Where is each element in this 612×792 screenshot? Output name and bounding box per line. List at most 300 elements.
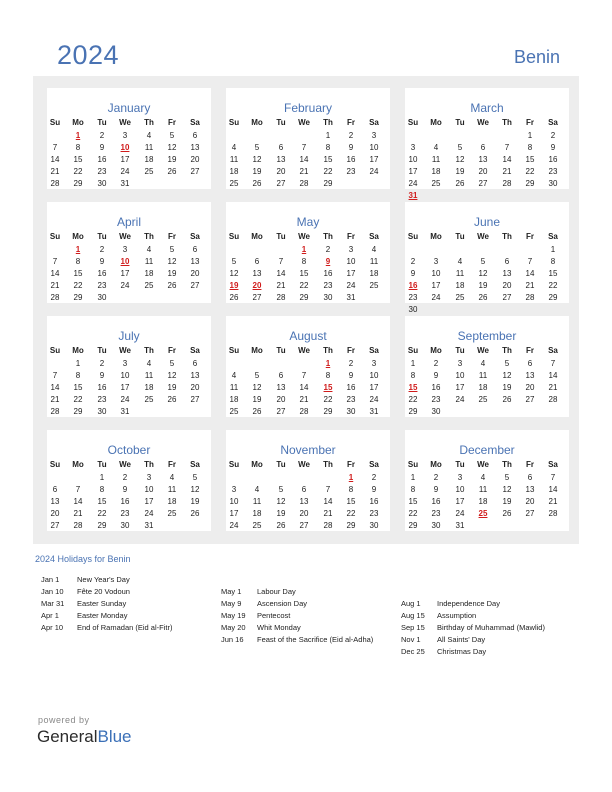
day-cell: 21: [525, 281, 535, 290]
day-cell: 1: [99, 473, 105, 482]
day-cell: 2: [99, 359, 105, 368]
holiday-day: 10: [120, 143, 130, 152]
day-cell: 16: [97, 269, 107, 278]
weekday-label: Th: [323, 232, 333, 241]
day-cell: 8: [410, 485, 416, 494]
holiday-day: 1: [75, 245, 81, 254]
weekday-label: Mo: [251, 118, 263, 127]
holiday-date: May 1: [221, 587, 242, 596]
day-cell: 30: [548, 179, 558, 188]
day-cell: 25: [144, 395, 154, 404]
day-cell: 31: [369, 407, 379, 416]
day-cell: 27: [525, 509, 535, 518]
brand-blue: Blue: [97, 727, 132, 746]
weekday-label: We: [298, 346, 310, 355]
holiday-day: 1: [75, 131, 81, 140]
day-cell: 26: [502, 509, 512, 518]
day-cell: 26: [502, 395, 512, 404]
day-cell: 18: [478, 497, 488, 506]
day-cell: 19: [252, 167, 262, 176]
day-cell: 19: [167, 383, 177, 392]
day-cell: 15: [299, 269, 309, 278]
day-cell: 16: [548, 155, 558, 164]
day-cell: 3: [371, 131, 377, 140]
weekday-label: Th: [323, 346, 333, 355]
weekday-label: Th: [144, 118, 154, 127]
weekday-label: Fr: [168, 118, 176, 127]
day-cell: 20: [525, 383, 535, 392]
holiday-day: 15: [408, 383, 418, 392]
day-cell: 25: [455, 293, 465, 302]
holiday-date: Aug 15: [401, 611, 425, 620]
day-cell: 29: [299, 293, 309, 302]
day-cell: 30: [346, 407, 356, 416]
day-cell: 23: [323, 281, 333, 290]
day-cell: 18: [252, 509, 262, 518]
month-name: November: [280, 443, 336, 457]
weekday-label: Th: [144, 460, 154, 469]
holiday-column: [221, 587, 396, 647]
day-cell: 19: [276, 509, 286, 518]
day-cell: 17: [431, 281, 441, 290]
day-cell: 9: [550, 143, 556, 152]
day-cell: 10: [431, 269, 441, 278]
day-cell: 25: [229, 179, 239, 188]
day-cell: 9: [433, 371, 439, 380]
day-cell: 21: [50, 395, 60, 404]
day-cell: 20: [50, 509, 60, 518]
day-cell: 14: [548, 485, 558, 494]
holiday-name: Easter Monday: [77, 611, 128, 620]
weekday-label: Su: [407, 460, 419, 469]
day-cell: 24: [120, 167, 130, 176]
weekday-label: Th: [323, 460, 333, 469]
day-cell: 26: [478, 293, 488, 302]
weekday-label: Fr: [347, 346, 355, 355]
month-may: [226, 202, 390, 303]
holiday-date: Jun 16: [221, 635, 244, 644]
holidays-title: 2024 Holidays for Benin: [35, 554, 131, 564]
weekday-label: Su: [228, 232, 240, 241]
day-cell: 7: [301, 143, 307, 152]
day-cell: 14: [50, 383, 60, 392]
day-cell: 23: [97, 281, 107, 290]
holiday-name: Feast of the Sacrifice (Eid al-Adha): [257, 635, 374, 644]
day-cell: 14: [50, 155, 60, 164]
weekday-label: Mo: [430, 346, 442, 355]
day-cell: 21: [299, 167, 309, 176]
day-cell: 16: [346, 155, 356, 164]
day-cell: 22: [346, 509, 356, 518]
day-cell: 23: [120, 509, 130, 518]
day-cell: 26: [167, 167, 177, 176]
day-cell: 7: [52, 371, 58, 380]
month-name: May: [296, 215, 320, 229]
day-cell: 11: [478, 371, 488, 380]
day-cell: 21: [299, 395, 309, 404]
day-cell: 13: [502, 269, 512, 278]
day-cell: 25: [369, 281, 379, 290]
day-cell: 17: [229, 509, 239, 518]
day-cell: 25: [478, 395, 488, 404]
day-cell: 18: [167, 497, 177, 506]
month-june: [405, 202, 569, 314]
day-cell: 7: [52, 143, 58, 152]
day-cell: 3: [122, 131, 128, 140]
weekday-label: Tu: [276, 460, 286, 469]
weekday-label: Tu: [455, 346, 465, 355]
day-cell: 8: [348, 485, 354, 494]
day-cell: 6: [301, 485, 307, 494]
weekday-label: Su: [49, 460, 61, 469]
day-cell: 22: [323, 395, 333, 404]
day-cell: 20: [190, 269, 200, 278]
day-cell: 18: [229, 395, 239, 404]
day-cell: 22: [299, 281, 309, 290]
day-cell: 29: [73, 179, 83, 188]
day-cell: 25: [229, 407, 239, 416]
day-cell: 15: [97, 497, 107, 506]
day-cell: 14: [548, 371, 558, 380]
weekday-label: Fr: [347, 232, 355, 241]
day-cell: 16: [369, 497, 379, 506]
weekday-label: Tu: [276, 232, 286, 241]
weekday-label: Sa: [369, 118, 379, 127]
weekday-label: Tu: [455, 118, 465, 127]
holiday-row: [401, 635, 576, 647]
day-cell: 24: [408, 179, 418, 188]
day-cell: 12: [502, 371, 512, 380]
weekday-label: Mo: [430, 460, 442, 469]
day-cell: 17: [346, 269, 356, 278]
day-cell: 3: [122, 245, 128, 254]
day-cell: 4: [433, 143, 439, 152]
month-february: [226, 88, 390, 189]
day-cell: 22: [97, 509, 107, 518]
day-cell: 10: [369, 143, 379, 152]
month-name: August: [289, 329, 327, 343]
day-cell: 13: [190, 143, 200, 152]
day-cell: 18: [229, 167, 239, 176]
day-cell: 6: [192, 245, 198, 254]
day-cell: 5: [254, 371, 260, 380]
weekday-label: We: [298, 460, 310, 469]
day-cell: 28: [548, 509, 558, 518]
day-cell: 5: [169, 131, 175, 140]
day-cell: 29: [408, 521, 418, 530]
weekday-label: Su: [228, 118, 240, 127]
day-cell: 22: [408, 509, 418, 518]
weekday-label: Mo: [251, 346, 263, 355]
weekday-label: We: [477, 460, 489, 469]
day-cell: 11: [455, 269, 465, 278]
month-january: [47, 88, 211, 189]
day-cell: 28: [50, 293, 60, 302]
powered-by-text: powered by: [38, 715, 90, 725]
day-cell: 10: [229, 497, 239, 506]
weekday-label: Fr: [168, 460, 176, 469]
holiday-row: [221, 599, 396, 611]
holiday-row: [401, 623, 576, 635]
weekday-label: Tu: [97, 346, 107, 355]
weekday-label: Su: [407, 118, 419, 127]
weekday-label: We: [119, 232, 131, 241]
day-cell: 10: [408, 155, 418, 164]
day-cell: 20: [502, 281, 512, 290]
day-cell: 10: [369, 371, 379, 380]
weekday-label: Su: [49, 346, 61, 355]
weekday-label: Th: [502, 460, 512, 469]
day-cell: 26: [167, 281, 177, 290]
day-cell: 4: [371, 245, 377, 254]
day-cell: 16: [431, 383, 441, 392]
day-cell: 13: [276, 155, 286, 164]
holiday-name: Christmas Day: [437, 647, 487, 656]
holiday-row: [221, 587, 396, 599]
day-cell: 17: [144, 497, 154, 506]
day-cell: 17: [120, 155, 130, 164]
day-cell: 20: [276, 167, 286, 176]
day-cell: 2: [99, 131, 105, 140]
day-cell: 11: [144, 371, 154, 380]
day-cell: 16: [97, 383, 107, 392]
day-cell: 14: [73, 497, 83, 506]
day-cell: 12: [252, 383, 262, 392]
weekday-label: Th: [502, 118, 512, 127]
day-cell: 14: [502, 155, 512, 164]
holiday-name: Assumption: [437, 611, 477, 620]
day-cell: 28: [276, 293, 286, 302]
day-cell: 1: [527, 131, 533, 140]
day-cell: 28: [73, 521, 83, 530]
day-cell: 2: [348, 131, 354, 140]
weekday-label: Sa: [548, 346, 558, 355]
day-cell: 17: [369, 155, 379, 164]
day-cell: 15: [346, 497, 356, 506]
day-cell: 20: [190, 155, 200, 164]
day-cell: 18: [144, 383, 154, 392]
day-cell: 31: [120, 179, 130, 188]
day-cell: 3: [457, 359, 463, 368]
day-cell: 12: [167, 257, 177, 266]
weekday-label: Sa: [548, 232, 558, 241]
day-cell: 16: [97, 155, 107, 164]
day-cell: 3: [122, 359, 128, 368]
holiday-date: Apr 1: [41, 611, 59, 620]
day-cell: 17: [455, 497, 465, 506]
holiday-date: Nov 1: [401, 635, 421, 644]
day-cell: 11: [252, 497, 262, 506]
day-cell: 6: [278, 371, 284, 380]
day-cell: 6: [254, 257, 260, 266]
day-cell: 25: [252, 521, 262, 530]
month-name: March: [470, 101, 504, 115]
holiday-name: Fête 20 Vodoun: [77, 587, 130, 596]
holiday-row: [41, 611, 216, 623]
day-cell: 30: [369, 521, 379, 530]
weekday-label: Th: [502, 232, 512, 241]
day-cell: 17: [455, 383, 465, 392]
day-cell: 5: [480, 257, 486, 266]
day-cell: 4: [146, 131, 152, 140]
weekday-label: Th: [502, 346, 512, 355]
day-cell: 13: [252, 269, 262, 278]
day-cell: 2: [550, 131, 556, 140]
month-october: [47, 430, 211, 531]
day-cell: 29: [97, 521, 107, 530]
holiday-date: May 20: [221, 623, 246, 632]
day-cell: 23: [548, 167, 558, 176]
day-cell: 8: [550, 257, 556, 266]
day-cell: 21: [323, 509, 333, 518]
day-cell: 27: [525, 395, 535, 404]
day-cell: 27: [190, 395, 200, 404]
day-cell: 15: [323, 155, 333, 164]
day-cell: 13: [276, 383, 286, 392]
holiday-name: End of Ramadan (Eid al-Fitr): [77, 623, 173, 632]
day-cell: 17: [120, 383, 130, 392]
day-cell: 4: [480, 359, 486, 368]
day-cell: 27: [190, 281, 200, 290]
holiday-name: All Saints' Day: [437, 635, 486, 644]
day-cell: 7: [527, 257, 533, 266]
day-cell: 5: [231, 257, 237, 266]
holiday-name: Ascension Day: [257, 599, 308, 608]
weekday-label: Fr: [347, 118, 355, 127]
day-cell: 20: [478, 167, 488, 176]
day-cell: 15: [408, 497, 418, 506]
day-cell: 6: [278, 143, 284, 152]
day-cell: 8: [410, 371, 416, 380]
day-cell: 28: [323, 521, 333, 530]
day-cell: 12: [276, 497, 286, 506]
day-cell: 28: [525, 293, 535, 302]
holiday-date: May 9: [221, 599, 242, 608]
weekday-label: Tu: [276, 118, 286, 127]
day-cell: 28: [50, 407, 60, 416]
day-cell: 17: [120, 269, 130, 278]
day-cell: 4: [146, 245, 152, 254]
day-cell: 22: [73, 395, 83, 404]
day-cell: 30: [323, 293, 333, 302]
day-cell: 24: [455, 395, 465, 404]
day-cell: 2: [122, 473, 128, 482]
day-cell: 26: [252, 407, 262, 416]
weekday-label: Th: [144, 346, 154, 355]
day-cell: 7: [504, 143, 510, 152]
country-title: Benin: [513, 47, 560, 67]
day-cell: 14: [525, 269, 535, 278]
day-cell: 29: [323, 179, 333, 188]
weekday-label: We: [477, 118, 489, 127]
holiday-date: Apr 10: [41, 623, 64, 632]
day-cell: 8: [325, 371, 331, 380]
day-cell: 29: [525, 179, 535, 188]
day-cell: 24: [144, 509, 154, 518]
holiday-name: New Year's Day: [77, 575, 130, 584]
weekday-label: Tu: [276, 346, 286, 355]
day-cell: 25: [167, 509, 177, 518]
day-cell: 8: [301, 257, 307, 266]
month-name: February: [283, 101, 333, 115]
day-cell: 14: [299, 155, 309, 164]
day-cell: 30: [431, 521, 441, 530]
month-name: June: [473, 215, 501, 229]
holiday-day: 15: [323, 383, 333, 392]
day-cell: 6: [192, 359, 198, 368]
day-cell: 13: [190, 257, 200, 266]
day-cell: 12: [229, 269, 239, 278]
day-cell: 21: [50, 281, 60, 290]
day-cell: 31: [120, 407, 130, 416]
holiday-row: [401, 647, 576, 659]
day-cell: 7: [550, 359, 556, 368]
day-cell: 9: [410, 269, 416, 278]
day-cell: 28: [50, 179, 60, 188]
day-cell: 18: [455, 281, 465, 290]
day-cell: 11: [144, 143, 154, 152]
holiday-row: [41, 599, 216, 611]
month-name: September: [457, 329, 517, 343]
month-august: [226, 316, 390, 417]
day-cell: 24: [120, 395, 130, 404]
day-cell: 1: [325, 131, 331, 140]
day-cell: 12: [167, 371, 177, 380]
day-cell: 23: [97, 167, 107, 176]
day-cell: 2: [371, 473, 377, 482]
day-cell: 27: [299, 521, 309, 530]
day-cell: 30: [120, 521, 130, 530]
day-cell: 1: [550, 245, 556, 254]
holiday-name: Independence Day: [437, 599, 500, 608]
day-cell: 17: [408, 167, 418, 176]
day-cell: 26: [276, 521, 286, 530]
day-cell: 20: [525, 497, 535, 506]
day-cell: 7: [550, 473, 556, 482]
day-cell: 2: [348, 359, 354, 368]
day-cell: 21: [50, 167, 60, 176]
day-cell: 26: [252, 179, 262, 188]
weekday-label: Fr: [526, 346, 534, 355]
day-cell: 20: [190, 383, 200, 392]
day-cell: 4: [146, 359, 152, 368]
weekday-label: Tu: [97, 232, 107, 241]
weekday-label: Mo: [430, 232, 442, 241]
day-cell: 23: [408, 293, 418, 302]
weekday-label: Su: [407, 232, 419, 241]
day-cell: 21: [548, 383, 558, 392]
day-cell: 9: [348, 371, 354, 380]
day-cell: 19: [252, 395, 262, 404]
day-cell: 13: [525, 371, 535, 380]
weekday-label: Sa: [548, 460, 558, 469]
day-cell: 22: [408, 395, 418, 404]
day-cell: 26: [190, 509, 200, 518]
day-cell: 11: [478, 485, 488, 494]
day-cell: 1: [410, 473, 416, 482]
holiday-column: [41, 575, 216, 635]
holiday-date: Aug 1: [401, 599, 421, 608]
day-cell: 3: [348, 245, 354, 254]
holiday-day: 1: [348, 473, 354, 482]
day-cell: 13: [525, 485, 535, 494]
day-cell: 5: [254, 143, 260, 152]
weekday-label: Mo: [251, 460, 263, 469]
day-cell: 8: [99, 485, 105, 494]
brand-general: General: [37, 727, 98, 746]
day-cell: 30: [97, 293, 107, 302]
day-cell: 27: [50, 521, 60, 530]
